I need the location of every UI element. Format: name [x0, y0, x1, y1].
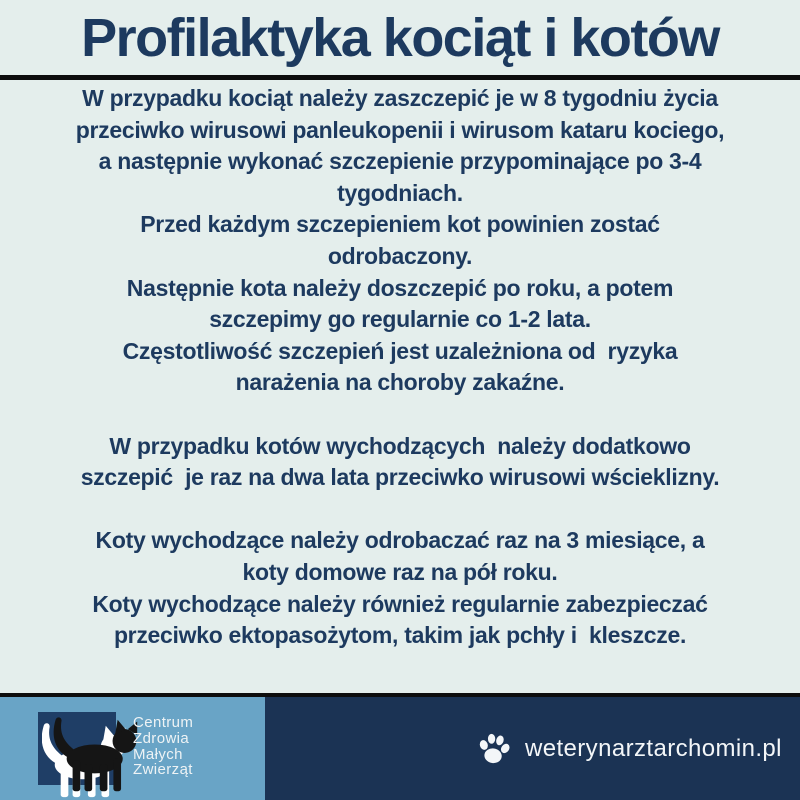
body-text-line: W przypadku kociąt należy zaszczepić je w 8 tygodniu życia [82, 85, 718, 111]
body-text-line: Częstotliwość szczepień jest uzależniona od ryzyka [122, 337, 678, 364]
logo-text-line: Małych [133, 745, 183, 763]
paw-icon [475, 729, 513, 767]
body-text-line: szczepić je raz na dwa lata przeciwko wirusowi wścieklizny. [80, 464, 720, 491]
body-text-line [0, 399, 800, 431]
body-text-line: Koty wychodzące należy również regularnie zabezpieczać [92, 590, 708, 617]
page-title: Profilaktyka kociąt i kotów [81, 7, 719, 68]
body-text-line: a następnie wykonać szczepienie przypominające po 3-4 [98, 148, 702, 175]
body-text-line: przeciwko wirusowi panleukopenii i wirusom kataru kociego, [75, 116, 725, 143]
body-text-line: przeciwko ektopasożytom, takim jak pchły i kleszcze. [113, 622, 687, 649]
body-text-line: koty domowe raz na pół roku. [242, 558, 558, 585]
body-text-line [0, 494, 800, 526]
body-text-line: Następnie kota należy doszczepić po roku, a potem [126, 274, 674, 301]
body-text-line: odrobaczony. [327, 242, 473, 269]
body-text-line: Koty wychodzące należy odrobaczać raz na 3 miesiące, a [95, 527, 705, 554]
footer [0, 697, 800, 800]
body-text-line: tygodniach. [337, 179, 463, 206]
logo-text-line: Centrum [133, 714, 194, 731]
logo-text [133, 715, 193, 778]
logo-text-line: Zdrowia [133, 729, 190, 747]
body-text-line: Przed każdym szczepieniem kot powinien zostać [140, 211, 660, 238]
body-text-line: narażenia na choroby zakaźne. [235, 369, 565, 396]
website-url: weterynarztarchomin.pl [525, 734, 782, 762]
footer-logo-panel [0, 697, 265, 800]
logo-text-line: Zwierząt [133, 761, 193, 779]
two-cats-silhouette-icon [42, 713, 144, 798]
body-text-line: W przypadku kotów wychodzących należy dodatkowo [109, 432, 691, 459]
body-text-block [0, 83, 800, 652]
title-separator-line [0, 75, 800, 80]
footer-website-panel [265, 697, 800, 800]
body-text-line: szczepimy go regularnie co 1-2 lata. [209, 306, 591, 333]
